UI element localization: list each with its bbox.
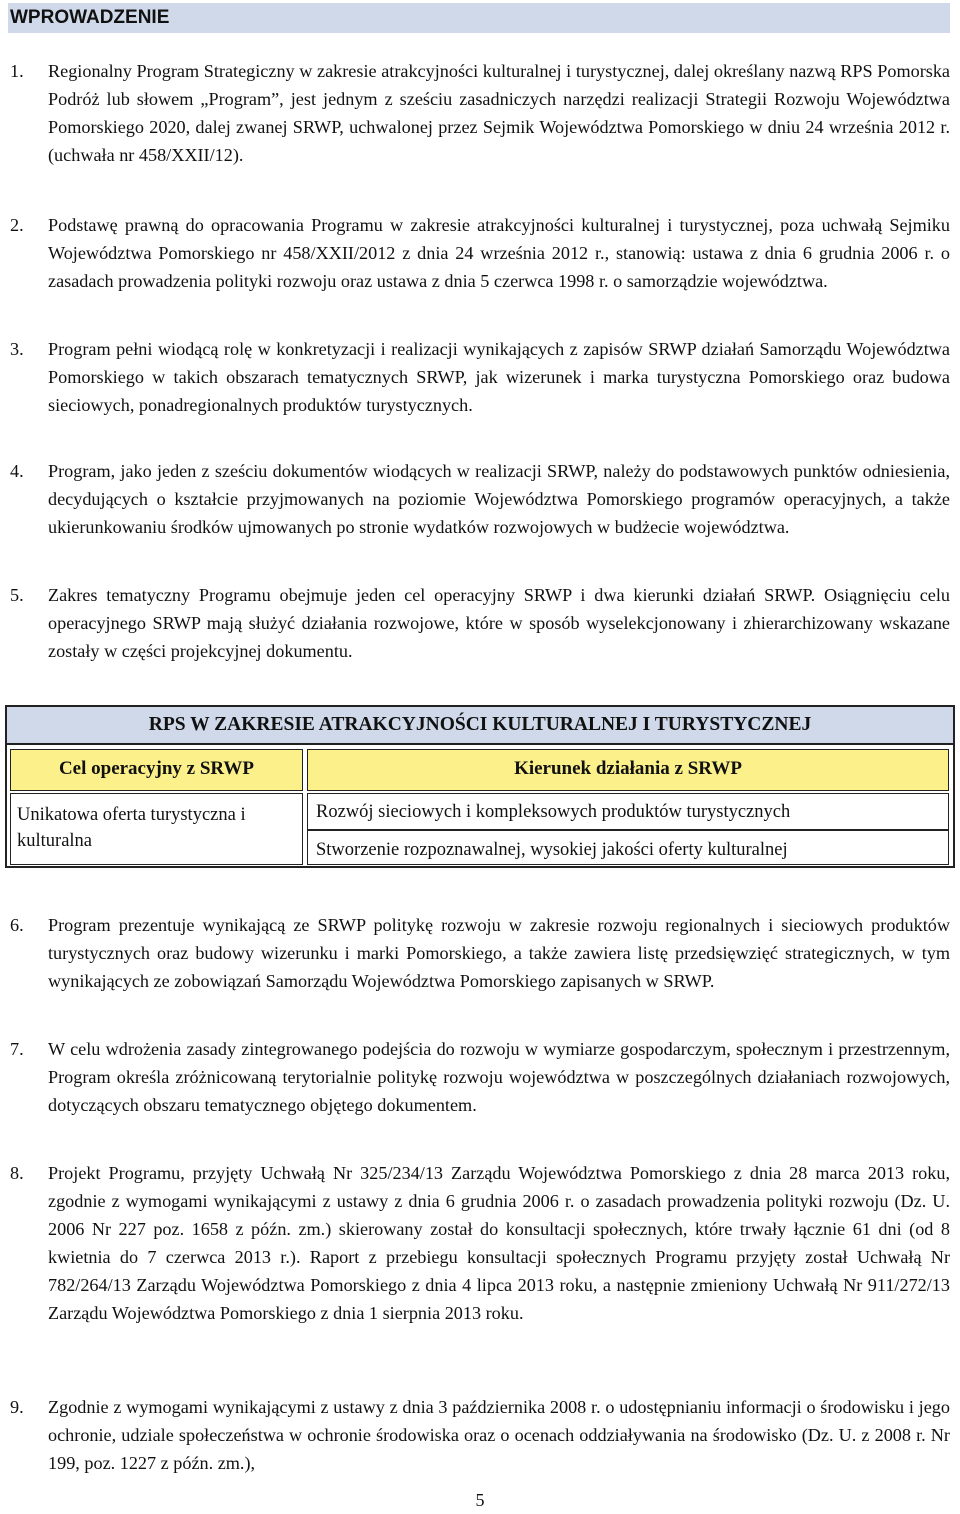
paragraph-text: Program pełni wiodącą rolę w konkretyzacji i realizacji wynikających z zapisów SRWP działań Samorządu Województwa Pomorskiego w takich obszarach tematycznych SRWP, jak wizerunek i marka turystyczna Pomorskiego oraz budowa sieciowych, ponadregionalnych produktów turystycznych. — [48, 339, 950, 415]
paragraph-number: 9. — [10, 1397, 24, 1417]
paragraph-8 — [10, 1159, 950, 1327]
paragraph-number: 7. — [10, 1039, 24, 1059]
paragraph-3 — [10, 335, 950, 419]
paragraph-number: 4. — [10, 461, 24, 481]
paragraph-5 — [10, 581, 950, 665]
paragraph-text: Program prezentuje wynikającą ze SRWP politykę rozwoju w zakresie rozwoju regionalnych i sieciowych produktów turystycznych oraz budowy wizerunku i marki Pomorskiego, a także zawiera listę przedsięwzięć strategicznych, w tym wynikających ze zobowiązań Samorządu Województwa Pomorskiego zapisanych w SRWP. — [48, 915, 950, 991]
paragraph-text: Projekt Programu, przyjęty Uchwałą Nr 325/234/13 Zarządu Województwa Pomorskiego z dnia 28 marca 2013 roku, zgodnie z wymogami wynikającymi z ustawy z dnia 6 grudnia 2006 r. o zasadach prowadzenia polityki rozwoju (Dz. U. 2006 Nr 227 poz. 1658 z późn. zm.) skierowany został do konsultacji społecznych, które trwały łącznie 61 dni (od 8 kwietnia do 7 czerwca 2013 r.). Raport z przebiegu konsultacji społecznych Programu przyjęty został Uchwałą Nr 782/264/13 Zarządu Województwa Pomorskiego z dnia 4 lipca 2013 roku, a następnie zmieniony Uchwałą Nr 911/272/13 Zarządu Województwa Pomorskiego z dnia 1 sierpnia 2013 roku. — [48, 1163, 950, 1323]
paragraph-text: Zakres tematyczny Programu obejmuje jeden cel operacyjny SRWP i dwa kierunki działań SRWP. Osiągnięciu celu operacyjnego SRWP mają służyć działania rozwojowe, które w sposób wyselekcjonowany i zhierarchizowany wskazane zostały w części projekcyjnej dokumentu. — [48, 585, 950, 661]
goal-cell: Unikatowa oferta turystyczna i kulturalna — [10, 793, 303, 865]
paragraph-4 — [10, 457, 950, 541]
section-heading: WPROWADZENIE — [8, 3, 950, 33]
direction-cell: Stworzenie rozpoznawalnej, wysokiej jakości oferty kulturalnej — [307, 830, 949, 865]
direction-cell: Rozwój sieciowych i kompleksowych produktów turystycznych — [307, 793, 949, 830]
paragraph-9 — [10, 1393, 950, 1477]
paragraph-text: Podstawę prawną do opracowania Programu w zakresie atrakcyjności kulturalnej i turystycznej, poza uchwałą Sejmiku Województwa Pomorskiego nr 458/XXII/2012 z dnia 24 września 2012 r., stanowią: ustawa z dnia 6 grudnia 2006 r. o zasadach prowadzenia polityki rozwoju oraz ustawa z dnia 5 czerwca 1998 r. o samorządzie województwa. — [48, 215, 950, 291]
paragraph-number: 1. — [10, 61, 24, 81]
paragraph-7 — [10, 1035, 950, 1119]
strategy-table — [5, 705, 955, 868]
paragraph-number: 2. — [10, 215, 24, 235]
paragraph-number: 8. — [10, 1163, 24, 1183]
paragraph-number: 6. — [10, 915, 24, 935]
paragraph-number: 5. — [10, 585, 24, 605]
paragraph-1 — [10, 57, 950, 169]
paragraph-6 — [10, 911, 950, 995]
column-header-direction: Kierunek działania z SRWP — [307, 749, 949, 791]
paragraph-number: 3. — [10, 339, 24, 359]
paragraph-text: Zgodnie z wymogami wynikającymi z ustawy z dnia 3 października 2008 r. o udostępnianiu informacji o środowisku i jego ochronie, udziale społeczeństwa w ochronie środowiska oraz o ocenach oddziaływania na środowisko (Dz. U. z 2008 r. Nr 199, poz. 1227 z późn. zm.), — [48, 1397, 950, 1473]
column-header-goal: Cel operacyjny z SRWP — [10, 749, 303, 791]
page-number: 5 — [475, 1490, 485, 1510]
paragraph-2 — [10, 211, 950, 295]
paragraph-text: W celu wdrożenia zasady zintegrowanego podejścia do rozwoju w wymiarze gospodarczym, społecznym i przestrzennym, Program określa zróżnicowaną terytorialnie politykę rozwoju województwa w poszczególnych działaniach rozwojowych, dotyczących obszaru tematycznego objętego dokumentem. — [48, 1039, 950, 1115]
table-title: RPS W ZAKRESIE ATRAKCYJNOŚCI KULTURALNEJ I TURYSTYCZNEJ — [7, 707, 953, 745]
paragraph-text: Program, jako jeden z sześciu dokumentów wiodących w realizacji SRWP, należy do podstawowych punktów odniesienia, decydujących o kształcie przyjmowanych na poziomie Województwa Pomorskiego programów operacyjnych, a także ukierunkowaniu środków ujmowanych po stronie wydatków rozwojowych w budżecie województwa. — [48, 461, 950, 537]
paragraph-text: Regionalny Program Strategiczny w zakresie atrakcyjności kulturalnej i turystycznej, dalej określany nazwą RPS Pomorska Podróż lub słowem „Program”, jest jednym z sześciu zasadniczych narzędzi realizacji Strategii Rozwoju Województwa Pomorskiego 2020, dalej zwanej SRWP, uchwalonej przez Sejmik Województwa Pomorskiego w dniu 24 września 2012 r. (uchwała nr 458/XXII/12). — [48, 61, 950, 165]
